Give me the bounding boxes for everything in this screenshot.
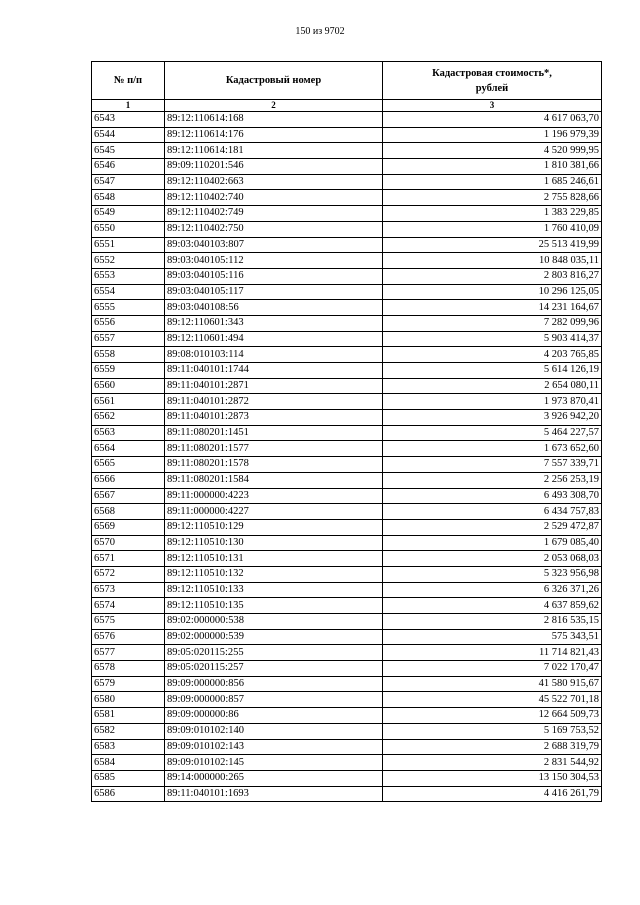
row-number-cell: 6570 (92, 535, 165, 551)
cadastral-value-cell: 45 522 701,18 (383, 692, 602, 708)
cadastral-number-cell: 89:03:040103:807 (165, 237, 383, 253)
table-row (92, 723, 602, 739)
cadastral-value-cell: 3 926 942,20 (383, 410, 602, 426)
row-number-cell: 6551 (92, 237, 165, 253)
cadastral-number-cell: 89:09:010102:140 (165, 723, 383, 739)
table-row (92, 221, 602, 237)
table-row (92, 363, 602, 379)
row-number-cell: 6553 (92, 268, 165, 284)
cadastral-number-cell: 89:05:020115:257 (165, 661, 383, 677)
row-number-cell: 6554 (92, 284, 165, 300)
cadastral-number-cell: 89:02:000000:538 (165, 614, 383, 630)
cadastral-value-cell: 41 580 915,67 (383, 676, 602, 692)
row-number-cell: 6580 (92, 692, 165, 708)
cadastral-value-cell: 2 654 080,11 (383, 378, 602, 394)
row-number-cell: 6582 (92, 723, 165, 739)
cadastral-value-cell: 1 685 246,61 (383, 174, 602, 190)
cadastral-number-cell: 89:11:000000:4227 (165, 504, 383, 520)
table-row (92, 504, 602, 520)
table-row (92, 347, 602, 363)
cadastral-number-cell: 89:12:110614:168 (165, 112, 383, 128)
cadastral-value-cell: 4 617 063,70 (383, 112, 602, 128)
table-row (92, 598, 602, 614)
row-number-cell: 6561 (92, 394, 165, 410)
row-number-cell: 6573 (92, 582, 165, 598)
cadastral-value-cell: 1 810 381,66 (383, 159, 602, 175)
column-number-1: 1 (92, 100, 165, 112)
cadastral-value-cell: 10 296 125,05 (383, 284, 602, 300)
cadastral-number-cell: 89:11:000000:4223 (165, 488, 383, 504)
row-number-cell: 6560 (92, 378, 165, 394)
row-number-cell: 6550 (92, 221, 165, 237)
cadastral-value-cell: 5 169 753,52 (383, 723, 602, 739)
cadastral-number-cell: 89:11:040101:1744 (165, 363, 383, 379)
cadastral-value-cell: 4 203 765,85 (383, 347, 602, 363)
cadastral-number-cell: 89:12:110510:135 (165, 598, 383, 614)
cadastral-value-cell: 2 803 816,27 (383, 268, 602, 284)
cadastral-value-cell: 5 323 956,98 (383, 566, 602, 582)
cadastral-value-cell: 1 196 979,39 (383, 127, 602, 143)
cadastral-value-cell: 4 637 859,62 (383, 598, 602, 614)
cadastral-number-cell: 89:11:080201:1451 (165, 425, 383, 441)
table-header-row (92, 62, 602, 100)
table-row (92, 755, 602, 771)
row-number-cell: 6557 (92, 331, 165, 347)
cadastral-number-cell: 89:12:110510:132 (165, 566, 383, 582)
cadastral-number-cell: 89:11:040101:2873 (165, 410, 383, 426)
row-number-cell: 6548 (92, 190, 165, 206)
cadastral-value-table (91, 61, 602, 802)
row-number-cell: 6583 (92, 739, 165, 755)
cadastral-value-cell: 6 326 371,26 (383, 582, 602, 598)
table-row (92, 174, 602, 190)
cadastral-number-cell: 89:09:000000:856 (165, 676, 383, 692)
column-header-cadastral-value-text: Кадастровая стоимость*, рублей (432, 67, 552, 94)
column-number-2: 2 (165, 100, 383, 112)
cadastral-value-cell: 2 053 068,03 (383, 551, 602, 567)
cadastral-number-cell: 89:03:040105:116 (165, 268, 383, 284)
cadastral-value-cell: 1 973 870,41 (383, 394, 602, 410)
row-number-cell: 6564 (92, 441, 165, 457)
cadastral-number-cell: 89:11:040101:2872 (165, 394, 383, 410)
row-number-cell: 6546 (92, 159, 165, 175)
cadastral-value-cell: 2 755 828,66 (383, 190, 602, 206)
table-row (92, 159, 602, 175)
cadastral-value-cell: 10 848 035,11 (383, 253, 602, 269)
table-row (92, 378, 602, 394)
row-number-cell: 6549 (92, 206, 165, 222)
cadastral-value-cell: 2 816 535,15 (383, 614, 602, 630)
row-number-cell: 6569 (92, 519, 165, 535)
cadastral-number-cell: 89:11:080201:1578 (165, 457, 383, 473)
cadastral-number-cell: 89:11:040101:1693 (165, 786, 383, 802)
row-number-cell: 6575 (92, 614, 165, 630)
cadastral-number-cell: 89:03:040105:112 (165, 253, 383, 269)
cadastral-number-cell: 89:09:010102:145 (165, 755, 383, 771)
cadastral-value-cell: 1 679 085,40 (383, 535, 602, 551)
row-number-cell: 6578 (92, 661, 165, 677)
cadastral-number-cell: 89:12:110402:663 (165, 174, 383, 190)
table-row (92, 457, 602, 473)
table-row (92, 425, 602, 441)
cadastral-number-cell: 89:09:110201:546 (165, 159, 383, 175)
cadastral-number-cell: 89:11:080201:1584 (165, 472, 383, 488)
cadastral-value-cell: 11 714 821,43 (383, 645, 602, 661)
row-number-cell: 6544 (92, 127, 165, 143)
cadastral-value-cell: 2 831 544,92 (383, 755, 602, 771)
row-number-cell: 6585 (92, 770, 165, 786)
table-row (92, 614, 602, 630)
table-row (92, 143, 602, 159)
row-number-cell: 6576 (92, 629, 165, 645)
row-number-cell: 6571 (92, 551, 165, 567)
table-row (92, 770, 602, 786)
table-row (92, 661, 602, 677)
row-number-cell: 6572 (92, 566, 165, 582)
cadastral-number-cell: 89:11:040101:2871 (165, 378, 383, 394)
table-row (92, 676, 602, 692)
cadastral-number-cell: 89:12:110510:129 (165, 519, 383, 535)
row-number-cell: 6584 (92, 755, 165, 771)
cadastral-value-cell: 4 416 261,79 (383, 786, 602, 802)
cadastral-number-cell: 89:12:110614:181 (165, 143, 383, 159)
table-row (92, 190, 602, 206)
cadastral-value-cell: 14 231 164,67 (383, 300, 602, 316)
column-number-3: 3 (383, 100, 602, 112)
cadastral-number-cell: 89:09:000000:857 (165, 692, 383, 708)
table-row (92, 331, 602, 347)
cadastral-value-cell: 575 343,51 (383, 629, 602, 645)
row-number-cell: 6558 (92, 347, 165, 363)
table-row (92, 708, 602, 724)
row-number-cell: 6577 (92, 645, 165, 661)
cadastral-value-cell: 2 256 253,19 (383, 472, 602, 488)
row-number-cell: 6555 (92, 300, 165, 316)
row-number-cell: 6568 (92, 504, 165, 520)
cadastral-number-cell: 89:12:110614:176 (165, 127, 383, 143)
table-row (92, 253, 602, 269)
cadastral-number-cell: 89:03:040108:56 (165, 300, 383, 316)
table-row (92, 441, 602, 457)
table-row (92, 127, 602, 143)
cadastral-value-cell: 7 022 170,47 (383, 661, 602, 677)
cadastral-value-cell: 6 493 308,70 (383, 488, 602, 504)
cadastral-value-cell: 5 614 126,19 (383, 363, 602, 379)
table-row (92, 112, 602, 128)
page-indicator: 150 из 9702 (295, 26, 345, 37)
table-row (92, 535, 602, 551)
row-number-cell: 6556 (92, 315, 165, 331)
row-number-cell: 6562 (92, 410, 165, 426)
cadastral-number-cell: 89:03:040105:117 (165, 284, 383, 300)
column-header-cadastral-value (383, 62, 602, 100)
column-header-row-number: № п/п (92, 62, 165, 100)
row-number-cell: 6543 (92, 112, 165, 128)
row-number-cell: 6552 (92, 253, 165, 269)
cadastral-value-cell: 1 673 652,60 (383, 441, 602, 457)
table-row (92, 237, 602, 253)
cadastral-number-cell: 89:02:000000:539 (165, 629, 383, 645)
cadastral-number-cell: 89:12:110510:133 (165, 582, 383, 598)
table-row (92, 472, 602, 488)
cadastral-number-cell: 89:12:110402:750 (165, 221, 383, 237)
cadastral-value-cell: 7 282 099,96 (383, 315, 602, 331)
cadastral-value-cell: 6 434 757,83 (383, 504, 602, 520)
cadastral-value-cell: 25 513 419,99 (383, 237, 602, 253)
row-number-cell: 6574 (92, 598, 165, 614)
row-number-cell: 6581 (92, 708, 165, 724)
table-row (92, 786, 602, 802)
column-number-row (92, 100, 602, 112)
table-row (92, 645, 602, 661)
row-number-cell: 6567 (92, 488, 165, 504)
table-row (92, 315, 602, 331)
cadastral-value-cell: 5 903 414,37 (383, 331, 602, 347)
row-number-cell: 6545 (92, 143, 165, 159)
cadastral-number-cell: 89:12:110510:131 (165, 551, 383, 567)
table-row (92, 551, 602, 567)
row-number-cell: 6566 (92, 472, 165, 488)
cadastral-number-cell: 89:14:000000:265 (165, 770, 383, 786)
table-body (92, 112, 602, 802)
cadastral-number-cell: 89:08:010103:114 (165, 347, 383, 363)
table-row (92, 519, 602, 535)
table-row (92, 582, 602, 598)
cadastral-value-cell: 5 464 227,57 (383, 425, 602, 441)
column-header-cadastral-number: Кадастровый номер (165, 62, 383, 100)
table-row (92, 488, 602, 504)
cadastral-number-cell: 89:12:110601:343 (165, 315, 383, 331)
cadastral-value-cell: 12 664 509,73 (383, 708, 602, 724)
table-row (92, 629, 602, 645)
table-row (92, 206, 602, 222)
cadastral-value-cell: 2 529 472,87 (383, 519, 602, 535)
table-row (92, 394, 602, 410)
cadastral-value-cell: 1 760 410,09 (383, 221, 602, 237)
table-row (92, 566, 602, 582)
cadastral-value-cell: 2 688 319,79 (383, 739, 602, 755)
row-number-cell: 6586 (92, 786, 165, 802)
table-row (92, 268, 602, 284)
table-row (92, 284, 602, 300)
cadastral-number-cell: 89:09:000000:86 (165, 708, 383, 724)
cadastral-value-cell: 1 383 229,85 (383, 206, 602, 222)
row-number-cell: 6559 (92, 363, 165, 379)
cadastral-value-cell: 13 150 304,53 (383, 770, 602, 786)
cadastral-value-cell: 4 520 999,95 (383, 143, 602, 159)
cadastral-value-cell: 7 557 339,71 (383, 457, 602, 473)
cadastral-number-cell: 89:12:110402:749 (165, 206, 383, 222)
table-row (92, 300, 602, 316)
row-number-cell: 6565 (92, 457, 165, 473)
cadastral-number-cell: 89:12:110510:130 (165, 535, 383, 551)
cadastral-number-cell: 89:11:080201:1577 (165, 441, 383, 457)
cadastral-number-cell: 89:09:010102:143 (165, 739, 383, 755)
cadastral-number-cell: 89:12:110601:494 (165, 331, 383, 347)
row-number-cell: 6579 (92, 676, 165, 692)
table-row (92, 692, 602, 708)
cadastral-number-cell: 89:05:020115:255 (165, 645, 383, 661)
cadastral-number-cell: 89:12:110402:740 (165, 190, 383, 206)
table-row (92, 410, 602, 426)
table-row (92, 739, 602, 755)
row-number-cell: 6563 (92, 425, 165, 441)
row-number-cell: 6547 (92, 174, 165, 190)
